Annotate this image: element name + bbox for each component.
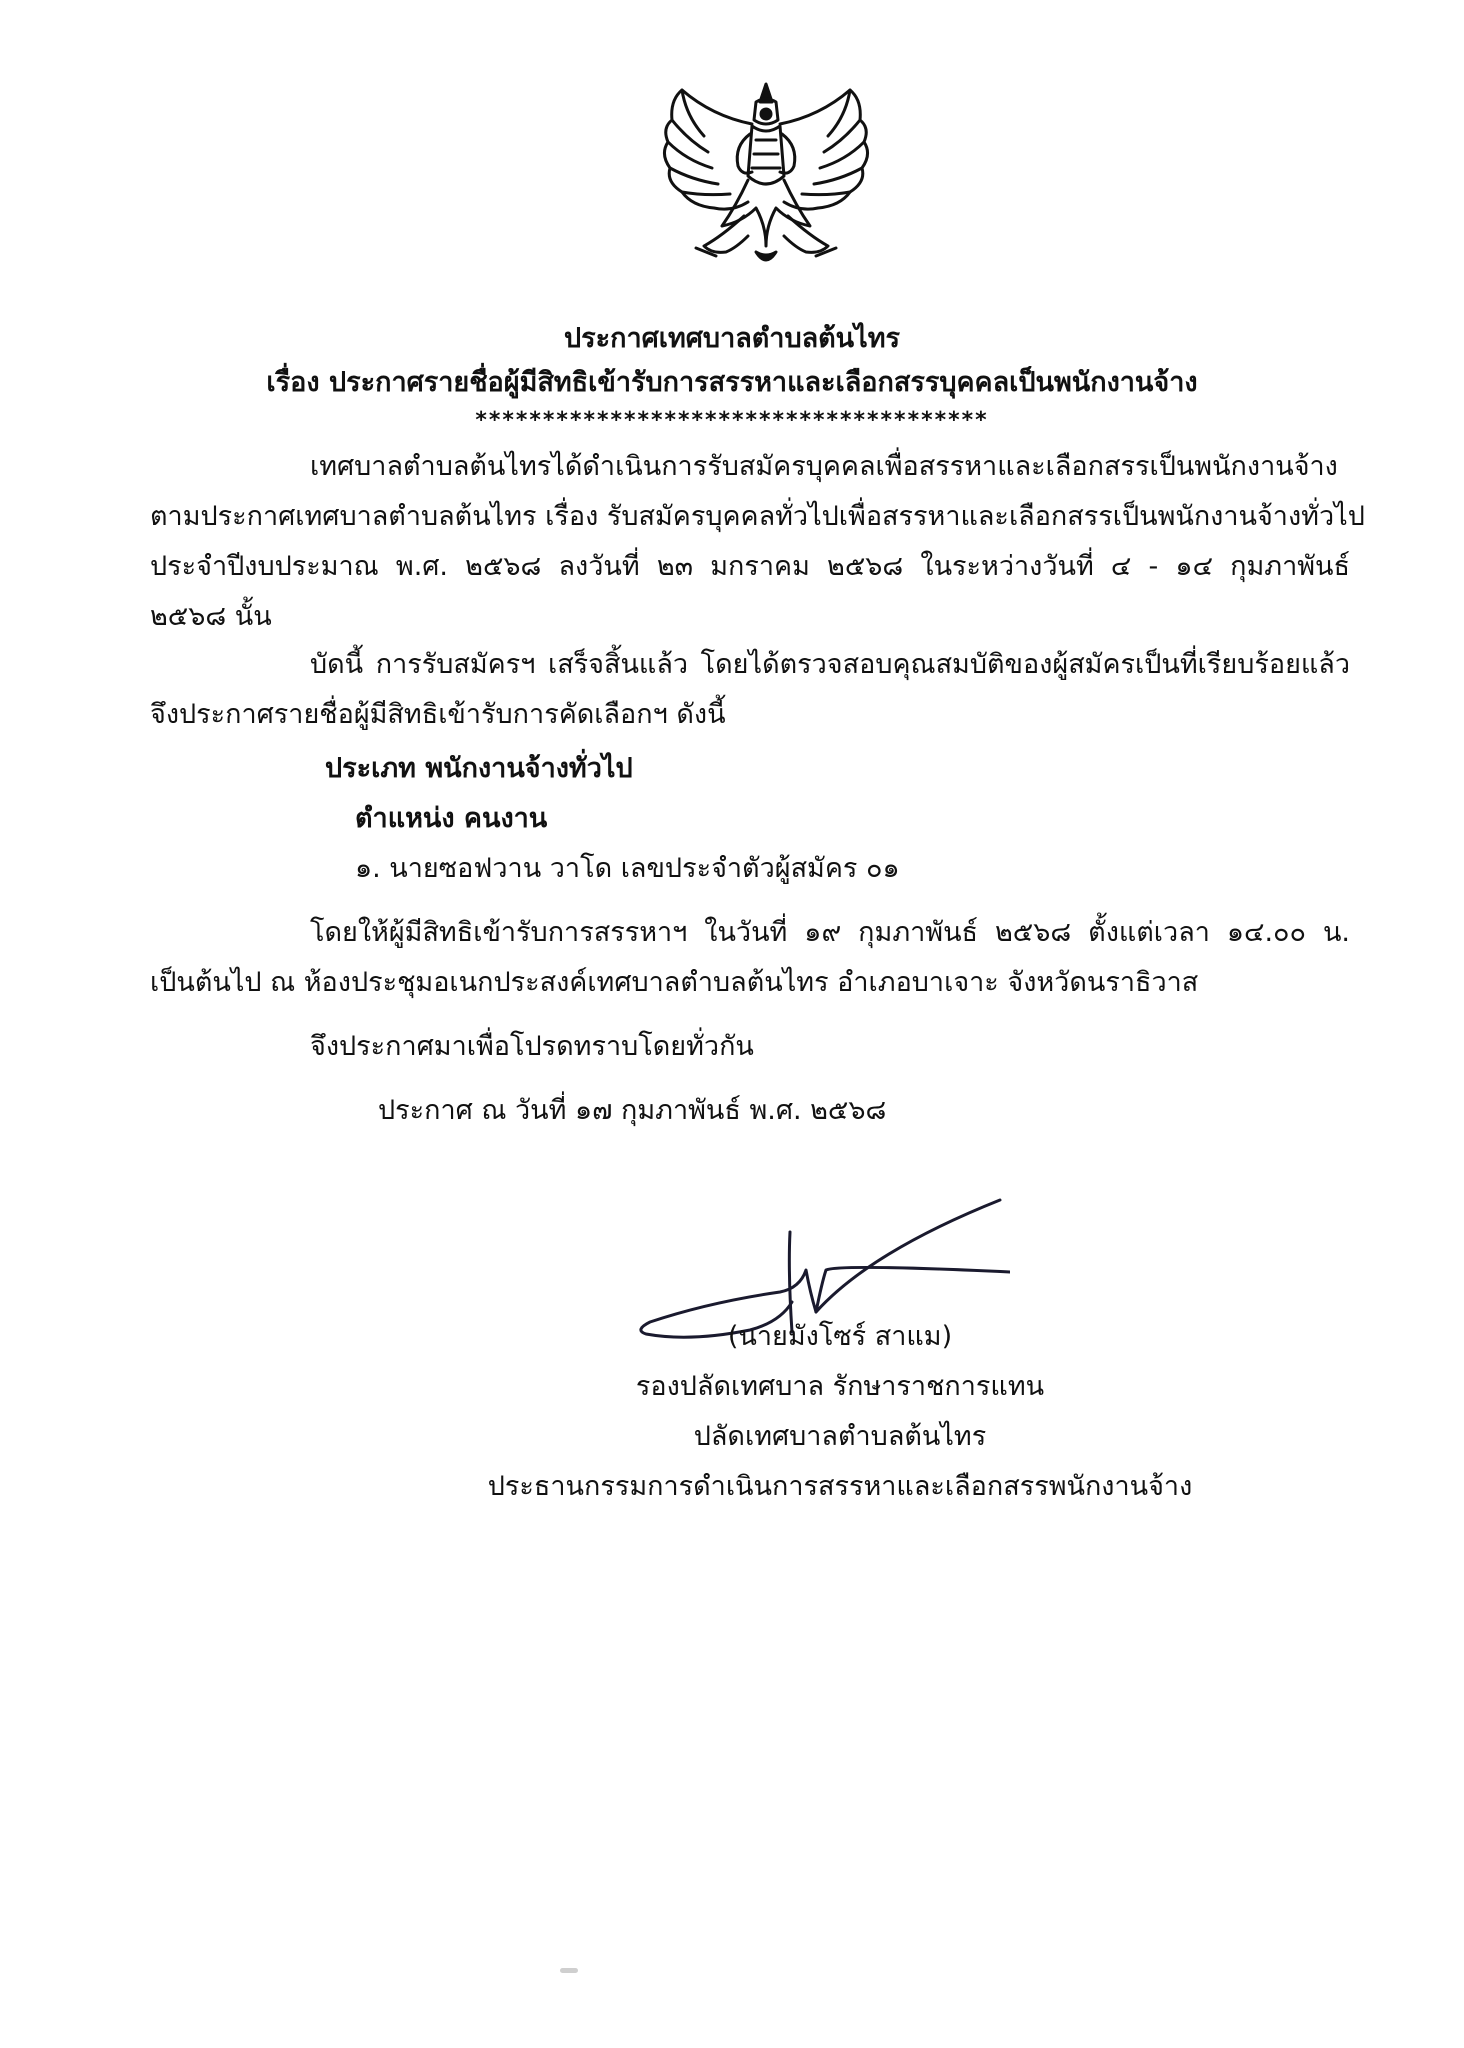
candidate-entry: ๑. นายซอฟวาน วาโด เลขประจำตัวผู้สมัคร ๐๑ (355, 853, 900, 884)
announcement-date: ประกาศ ณ วันที่ ๑๗ กุมภาพันธ์ พ.ศ. ๒๕๖๘ (378, 1095, 887, 1126)
job-position: ตำแหน่ง คนงาน (355, 803, 548, 834)
paragraph-1-line-2: ตามประกาศเทศบาลตำบลต้นไทร เรื่อง รับสมัครบุคคลทั่วไปเพื่อสรรหาและเลือกสรรเป็นพนักงานจ้างทั่วไป (150, 501, 1365, 532)
announcement-subject: เรื่อง ประกาศรายชื่อผู้มีสิทธิเข้ารับการสรรหาและเลือกสรรบุคคลเป็นพนักงานจ้าง (266, 367, 1198, 398)
announcement-title: ประกาศเทศบาลตำบลต้นไทร (563, 323, 901, 354)
scan-speck (560, 1968, 578, 1973)
employee-category: ประเภท พนักงานจ้างทั่วไป (325, 753, 633, 784)
signatory-name: (นายมังโซร์ สาแม) (727, 1321, 953, 1352)
garuda-emblem-icon (652, 76, 880, 272)
separator-line: ************************************** (475, 408, 989, 433)
paragraph-1-line-4: ๒๕๖๘ นั้น (150, 601, 272, 632)
paragraph-1-line-1: เทศบาลตำบลต้นไทรได้ดำเนินการรับสมัครบุคคลเพื่อสรรหาและเลือกสรรเป็นพนักงานจ้าง (310, 451, 1338, 482)
paragraph-1-line-3: ประจำปีงบประมาณ พ.ศ. ๒๕๖๘ ลงวันที่ ๒๓ มกราคม ๒๕๖๘ ในระหว่างวันที่ ๔ - ๑๔ กุมภาพันธ์ (150, 551, 1350, 582)
paragraph-3-line-2: เป็นต้นไป ณ ห้องประชุมอเนกประสงค์เทศบาลตำบลต้นไทร อำเภอบาเจาะ จังหวัดนราธิวาส (150, 967, 1199, 998)
paragraph-3-line-1: โดยให้ผู้มีสิทธิเข้ารับการสรรหาฯ ในวันที่ ๑๙ กุมภาพันธ์ ๒๕๖๘ ตั้งแต่เวลา ๑๔.๐๐ น. (310, 917, 1350, 948)
signatory-title-2: ปลัดเทศบาลตำบลต้นไทร (693, 1421, 987, 1452)
closing-statement: จึงประกาศมาเพื่อโปรดทราบโดยทั่วกัน (310, 1031, 754, 1062)
paragraph-2-line-2: จึงประกาศรายชื่อผู้มีสิทธิเข้ารับการคัดเลือกฯ ดังนี้ (150, 699, 726, 730)
paragraph-2-line-1: บัดนี้ การรับสมัครฯ เสร็จสิ้นแล้ว โดยได้ตรวจสอบคุณสมบัติของผู้สมัครเป็นที่เรียบร้อยแล้ว (310, 649, 1350, 680)
signatory-title-3: ประธานกรรมการดำเนินการสรรหาและเลือกสรรพนักงานจ้าง (487, 1471, 1193, 1502)
signatory-title-1: รองปลัดเทศบาล รักษาราชการแทน (635, 1371, 1045, 1402)
